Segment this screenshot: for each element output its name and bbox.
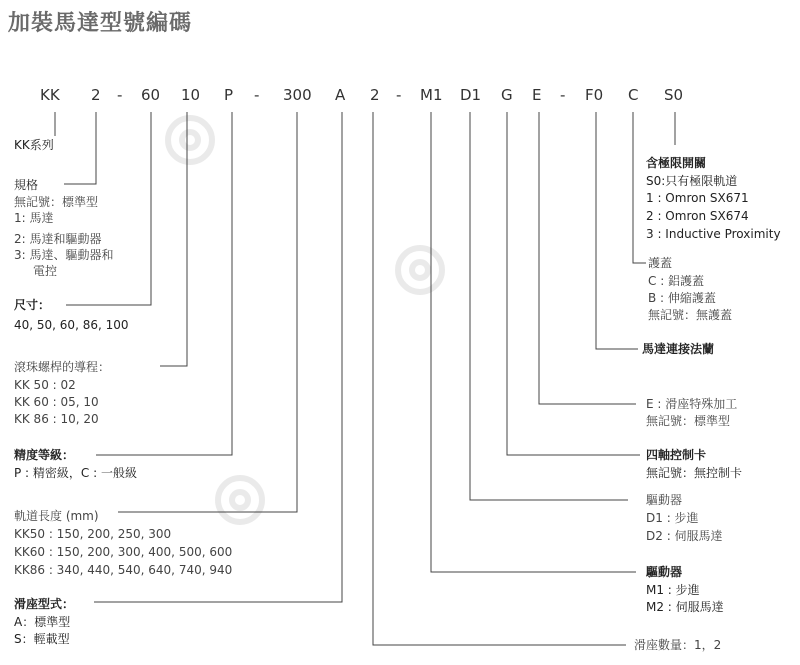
spec-line: 2: 馬達和驅動器 [14, 232, 102, 246]
code-part-slide-qty: 2 [370, 86, 380, 104]
spec-label: 規格 [14, 178, 39, 192]
kk-series-label: KK系列 [14, 138, 54, 152]
driver2-line: M2 : 伺服馬達 [646, 600, 724, 614]
slide-qty-label: 滑座數量：1，2 [634, 638, 722, 652]
page-title: 加裝馬達型號編碼 [8, 11, 193, 36]
code-part-slide-type: A [335, 86, 346, 104]
code-part-flange: F0 [585, 86, 604, 104]
spec-line: 電控 [33, 264, 58, 278]
cover-line: C : 鋁護蓋 [648, 274, 705, 288]
cover-line: 無記號：無護蓋 [648, 308, 733, 322]
code-part-limit: S0 [664, 86, 684, 104]
spec-line: 無記號：標準型 [14, 195, 99, 209]
code-part-lead: 10 [181, 86, 201, 104]
limit-label: 含極限開關 [646, 156, 707, 170]
code-dash: - [560, 86, 566, 104]
controller-label: 四軸控制卡 [646, 448, 707, 462]
code-part-cover: C [628, 86, 639, 104]
flange-label: 馬達連接法蘭 [642, 342, 715, 356]
size-label: 尺寸： [14, 298, 51, 312]
spec-line: 3: 馬達、驅動器和 [14, 248, 114, 262]
rail-label: 軌道長度 (mm) [14, 509, 99, 523]
spec-line: 1: 馬達 [14, 211, 54, 225]
code-dash: - [117, 86, 123, 104]
lead-line: KK 60 : 05, 10 [14, 395, 99, 409]
accuracy-label: 精度等級： [14, 448, 75, 462]
cover-label: 護蓋 [648, 256, 673, 270]
code-part-slide-proc: E [532, 86, 542, 104]
lead-line: KK 86 : 10, 20 [14, 412, 99, 426]
driver2-label: 驅動器 [646, 565, 683, 579]
slide-type-line: A：標準型 [14, 615, 71, 629]
driver2-line: M1 : 步進 [646, 583, 700, 597]
rail-line: KK86 : 340, 440, 540, 640, 740, 940 [14, 563, 233, 577]
code-part-accuracy: P [224, 86, 234, 104]
lead-label: 滾珠螺桿的導程： [14, 360, 111, 374]
limit-line: 2 : Omron SX674 [646, 209, 749, 223]
limit-line: 3 : Inductive Proximity [646, 227, 781, 241]
controller-line: 無記號：無控制卡 [646, 466, 743, 480]
code-dash: - [254, 86, 260, 104]
rail-line: KK50 : 150, 200, 250, 300 [14, 527, 172, 541]
driver1-line: D2 : 伺服馬達 [646, 529, 723, 543]
cover-line: B : 伸縮護蓋 [648, 291, 716, 305]
code-part-spec: 2 [91, 86, 101, 104]
driver1-label: 驅動器 [646, 493, 683, 507]
slide-proc-line: 無記號：標準型 [646, 414, 731, 428]
code-part-driver2: M1 [420, 86, 443, 104]
code-dash: - [396, 86, 402, 104]
accuracy-line: P : 精密級，C : 一般級 [14, 466, 137, 480]
code-part-driver1: D1 [460, 86, 482, 104]
limit-line: 1 : Omron SX671 [646, 191, 749, 205]
limit-line: S0:只有極限軌道 [646, 174, 738, 188]
rail-line: KK60 : 150, 200, 300, 400, 500, 600 [14, 545, 233, 559]
slide-type-label: 滑座型式： [14, 597, 75, 611]
code-part-kk: KK [40, 86, 60, 104]
driver1-line: D1 : 步進 [646, 511, 699, 525]
code-part-rail: 300 [283, 86, 312, 104]
slide-type-line: S：輕載型 [14, 632, 70, 646]
slide-proc-line: E : 滑座特殊加工 [646, 397, 738, 411]
code-part-size: 60 [141, 86, 161, 104]
size-values: 40, 50, 60, 86, 100 [14, 318, 129, 332]
lead-line: KK 50 : 02 [14, 378, 76, 392]
code-part-controller: G [501, 86, 513, 104]
